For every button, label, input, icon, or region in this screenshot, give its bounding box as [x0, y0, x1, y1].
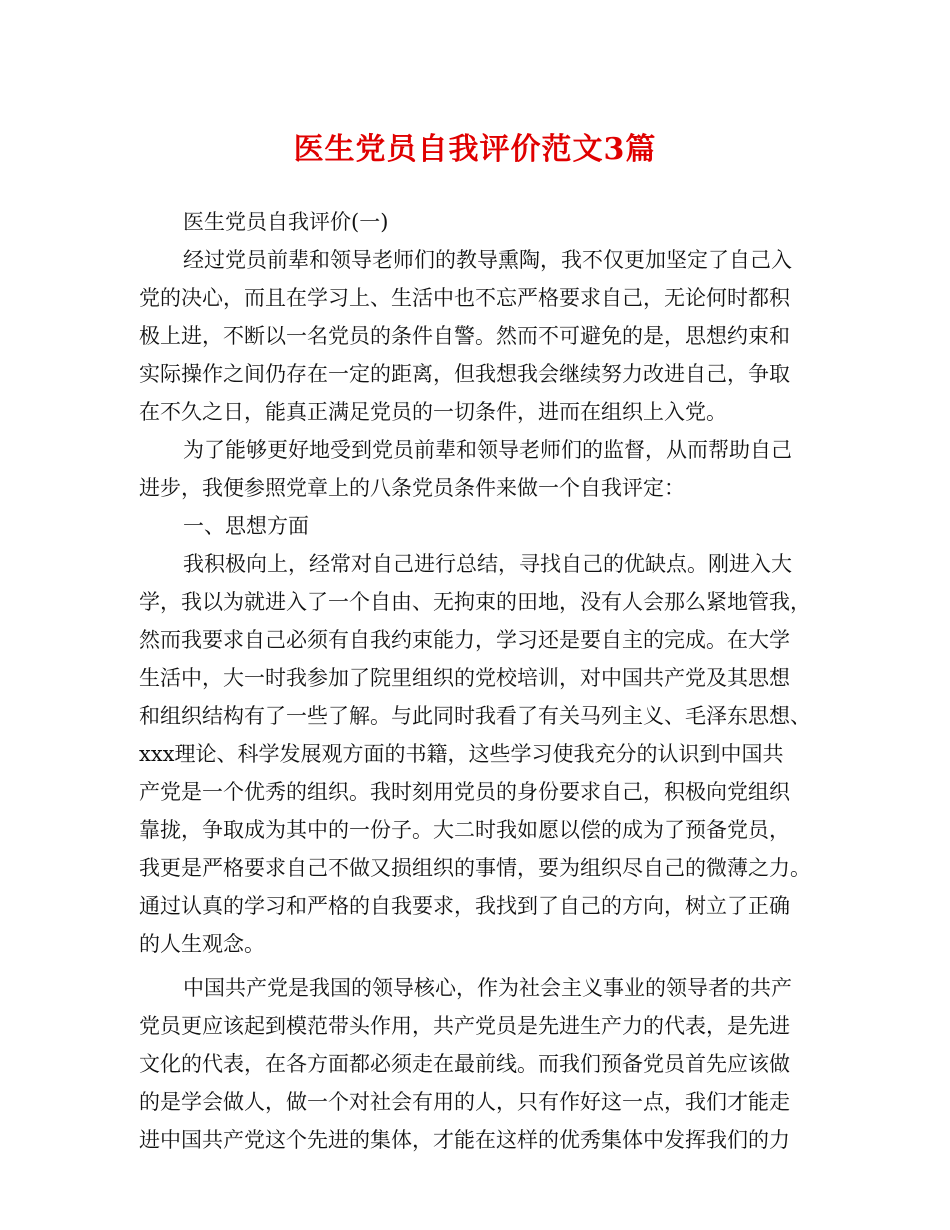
paragraph-line: 然而我要求自己必须有自我约束能力，学习还是要自主的完成。在大学 [139, 628, 790, 652]
paragraph-line: 我积极向上，经常对自己进行总结，寻找自己的优缺点。刚进入大 [183, 552, 792, 576]
paragraph-line: 进步，我便参照党章上的八条党员条件来做一个自我评定： [139, 476, 685, 500]
document-body [139, 203, 819, 1159]
paragraph-line: 为了能够更好地受到党员前辈和领导老师们的监督，从而帮助自己 [183, 438, 792, 462]
paragraph-line: 我更是严格要求自己不做又损组织的事情，要为组织尽自己的微薄之力。 [139, 856, 811, 880]
section-heading: 医生党员自我评价(一) [183, 210, 389, 234]
paragraph-line: 经过党员前辈和领导老师们的教导熏陶，我不仅更加坚定了自己入 [183, 248, 792, 272]
paragraph-line: 靠拢，争取成为其中的一份子。大二时我如愿以偿的成为了预备党员， [139, 818, 790, 842]
paragraph-line: 文化的代表，在各方面都必须走在最前线。而我们预备党员首先应该做 [139, 1052, 790, 1076]
paragraph-line: 实际操作之间仍存在一定的距离，但我想我会继续努力改进自己，争取 [139, 362, 790, 386]
paragraph-line: 通过认真的学习和严格的自我要求，我找到了自己的方向，树立了正确 [139, 894, 790, 918]
paragraph-line: 学，我以为就进入了一个自由、无拘束的田地，没有人会那么紧地管我， [139, 590, 811, 614]
paragraph-line: 极上进，不断以一名党员的条件自警。然而不可避免的是，思想约束和 [139, 324, 790, 348]
paragraph-line: 进中国共产党这个先进的集体，才能在这样的优秀集体中发挥我们的力 [139, 1128, 790, 1152]
paragraph-line: 的人生观念。 [139, 932, 265, 956]
paragraph-line: 党员更应该起到模范带头作用，共产党员是先进生产力的代表，是先进 [139, 1014, 790, 1038]
paragraph-line: 和组织结构有了一些了解。与此同时我看了有关马列主义、毛泽东思想、 [139, 704, 811, 728]
paragraph-line: 中国共产党是我国的领导核心，作为社会主义事业的领导者的共产 [183, 976, 792, 1000]
paragraph-line: 党的决心，而且在学习上、生活中也不忘严格要求自己，无论何时都积 [139, 286, 790, 310]
section-heading: 一、思想方面 [183, 514, 309, 538]
paragraph-line: xxx理论、科学发展观方面的书籍，这些学习使我充分的认识到中国共 [139, 742, 784, 766]
document-title: 医生党员自我评价范文3篇 [293, 132, 657, 167]
paragraph-line: 生活中，大一时我参加了院里组织的党校培训，对中国共产党及其思想 [139, 666, 790, 690]
paragraph-line: 在不久之日，能真正满足党员的一切条件，进而在组织上入党。 [139, 400, 727, 424]
paragraph-line: 产党是一个优秀的组织。我时刻用党员的身份要求自己，积极向党组织 [139, 780, 790, 804]
paragraph-line: 的是学会做人，做一个对社会有用的人，只有作好这一点，我们才能走 [139, 1090, 790, 1114]
